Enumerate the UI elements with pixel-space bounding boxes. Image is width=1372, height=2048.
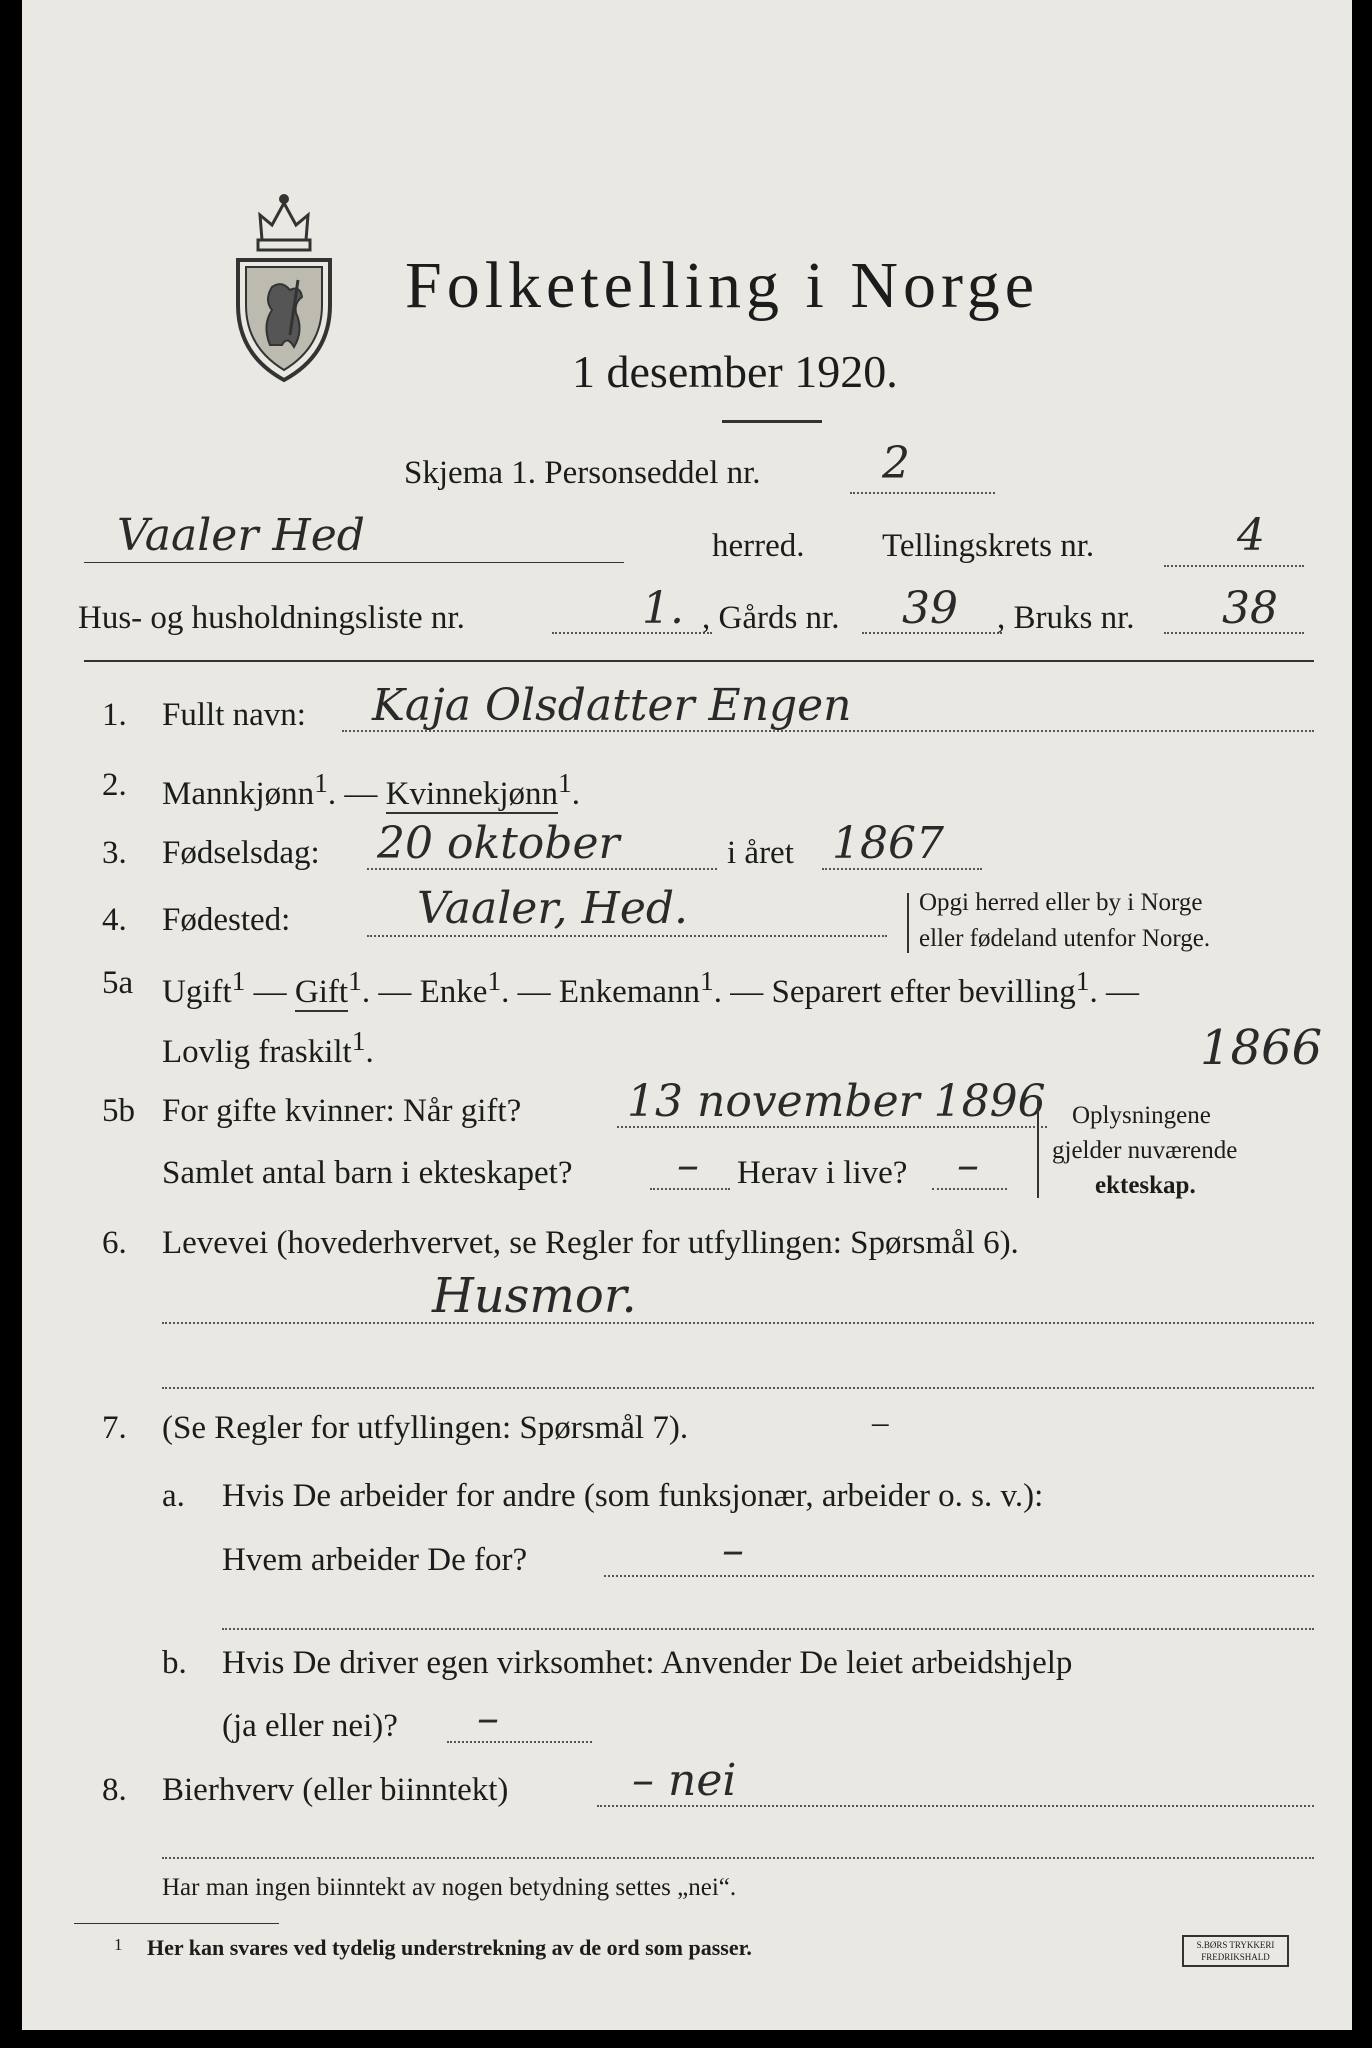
q2-number: 2.	[102, 767, 127, 803]
q1-label: Fullt navn:	[162, 697, 306, 733]
q1-number: 1.	[102, 697, 127, 733]
q7b-letter: b.	[162, 1645, 187, 1681]
q6-number: 6.	[102, 1225, 127, 1261]
tellingskrets-label: Tellingskrets nr.	[882, 528, 1095, 564]
printer-stamp: S.BØRS TRYKKERI FREDRIKSHALD	[1182, 1935, 1289, 1967]
q8-number: 8.	[102, 1772, 127, 1808]
employer-line-2	[222, 1628, 1314, 1630]
district-name[interactable]: Vaaler Hed	[117, 510, 365, 561]
gift-option[interactable]: Gift	[294, 974, 349, 1010]
tellingskrets-line	[1164, 565, 1304, 567]
q6-label: Levevei (hovederhvervet, se Regler for utfyllingen: Spørsmål 6).	[162, 1225, 1019, 1261]
tellingskrets-nr[interactable]: 4	[1237, 510, 1265, 561]
footnote-rule	[74, 1923, 279, 1924]
separert-option[interactable]: Separert efter bevilling	[771, 974, 1076, 1010]
liste-nr[interactable]: 1.	[642, 583, 684, 634]
nei-instruction: Har man ingen biinntekt av nogen betydning settes „nei“.	[162, 1874, 737, 1901]
q7a-letter: a.	[162, 1478, 185, 1514]
footnote-number: 1	[114, 1935, 123, 1954]
q7-label: (Se Regler for utfyllingen: Spørsmål 7).	[162, 1410, 689, 1446]
q5b-number: 5b	[102, 1093, 135, 1129]
employer-line	[604, 1575, 1314, 1577]
birthplace-line	[367, 935, 887, 937]
q7a-question: Hvem arbeider De for?	[222, 1542, 528, 1578]
side-income-value[interactable]: – nei	[632, 1755, 737, 1806]
q7-mark: –	[872, 1405, 889, 1441]
enke-option[interactable]: Enke	[419, 974, 488, 1010]
fraskilt-option[interactable]: Lovlig fraskilt$^1$.	[162, 1025, 374, 1070]
q5b-note-line2: gjelder nuværende	[1052, 1137, 1238, 1164]
sex-male-option[interactable]: Mannkjønn	[162, 776, 315, 812]
children-label: Samlet antal barn i ekteskapet?	[162, 1155, 573, 1191]
q5b-brace	[1037, 1098, 1039, 1198]
liste-label: Hus- og husholdningsliste nr.	[78, 600, 465, 636]
q5b-label: For gifte kvinner: Når gift?	[162, 1093, 522, 1129]
personseddel-line	[850, 492, 995, 494]
liste-line	[552, 632, 712, 634]
district-line	[84, 562, 624, 563]
alive-value[interactable]: –	[957, 1140, 979, 1191]
q8-label: Bierhverv (eller biinntekt)	[162, 1772, 509, 1808]
margin-note-1866: 1866	[1200, 1020, 1323, 1076]
q5a-number: 5a	[102, 965, 134, 1001]
header-divider	[84, 660, 1314, 662]
occupation-value[interactable]: Husmor.	[432, 1268, 637, 1324]
enkemann-option[interactable]: Enkemann	[558, 974, 701, 1010]
occupation-line-2	[162, 1387, 1314, 1389]
q5b-note-line1: Oplysningene	[1072, 1102, 1211, 1129]
footnote-text: Her kan svares ved tydelig understrekning av de ord som passer.	[147, 1935, 752, 1960]
marital-status-options: Ugift$^1$ — Gift$^1$. — Enke$^1$. — Enkemann$^1$. — Separert efter bevilling$^1$. —	[162, 965, 1139, 1010]
birthday-value[interactable]: 20 oktober	[377, 818, 620, 869]
q4-note-line1: Opgi herred eller by i Norge	[919, 889, 1203, 916]
birth-year-value[interactable]: 1867	[832, 818, 944, 869]
herred-label: herred.	[712, 528, 805, 564]
q7b-question: (ja eller nei)?	[222, 1708, 398, 1744]
side-income-line-2	[162, 1857, 1314, 1859]
norway-coat-of-arms-icon	[232, 185, 337, 385]
employer-value[interactable]: –	[722, 1525, 744, 1576]
q3-year-label: i året	[727, 835, 794, 871]
q7-number: 7.	[102, 1410, 127, 1446]
ugift-option[interactable]: Ugift	[162, 974, 232, 1010]
form-title: Folketelling i Norge	[405, 249, 1040, 322]
schema-label: Skjema 1. Personseddel nr.	[404, 455, 761, 491]
gards-label: , Gårds nr.	[702, 600, 840, 636]
sex-female-option[interactable]: Kvinnekjønn	[385, 776, 558, 812]
q4-label: Fødested:	[162, 902, 291, 938]
children-value[interactable]: –	[677, 1140, 699, 1191]
married-date-value[interactable]: 13 november 1896	[627, 1076, 1046, 1127]
q3-number: 3.	[102, 835, 127, 871]
gards-nr[interactable]: 39	[902, 583, 958, 634]
q4-number: 4.	[102, 902, 127, 938]
title-divider	[722, 420, 822, 423]
q3-label: Fødselsdag:	[162, 835, 320, 871]
hired-help-value[interactable]: –	[477, 1693, 499, 1744]
form-date: 1 desember 1920.	[572, 346, 898, 397]
census-form	[22, 0, 1352, 2030]
full-name-value[interactable]: Kaja Olsdatter Engen	[372, 680, 852, 731]
q5b-note-line3: ekteskap.	[1095, 1172, 1196, 1199]
bruks-nr[interactable]: 38	[1222, 583, 1278, 634]
birthplace-value[interactable]: Vaaler, Hed.	[417, 883, 689, 934]
q4-brace	[907, 893, 909, 953]
alive-label: Herav i live?	[737, 1155, 908, 1191]
q7b-text: Hvis De driver egen virksomhet: Anvender De leiet arbeidshjelp	[222, 1645, 1073, 1681]
occupation-line-1	[162, 1322, 1314, 1324]
hired-help-line	[447, 1741, 592, 1743]
personseddel-nr[interactable]: 2	[882, 438, 910, 489]
q4-note-line2: eller fødeland utenfor Norge.	[919, 925, 1211, 952]
bruks-label: , Bruks nr.	[997, 600, 1135, 636]
q2-options: Mannkjønn$^1$. — Kvinnekjønn$^1$.	[162, 767, 580, 812]
q7a-text: Hvis De arbeider for andre (som funksjonær, arbeider o. s. v.):	[222, 1478, 1044, 1514]
